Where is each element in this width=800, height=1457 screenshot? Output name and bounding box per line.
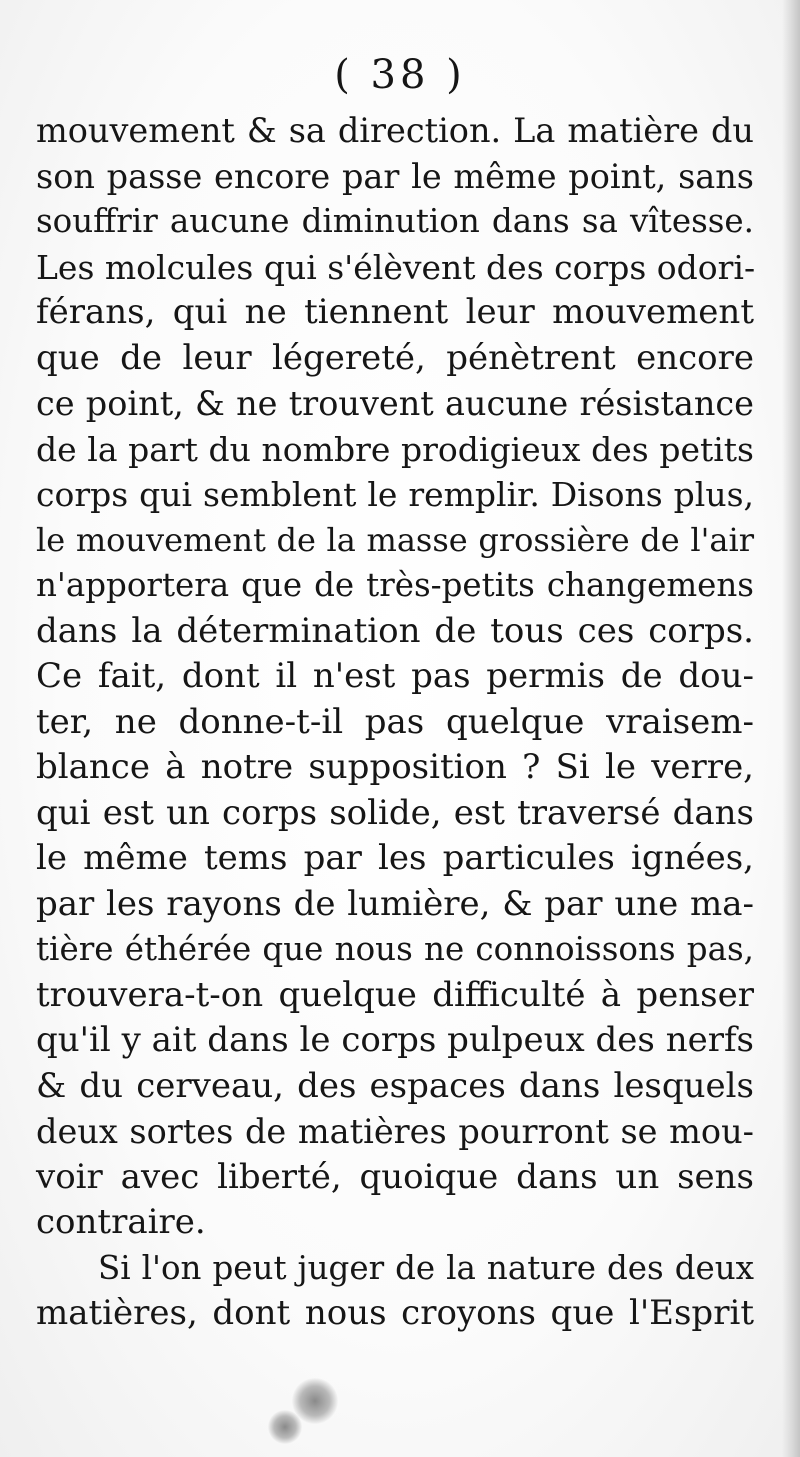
page-number: ( 38 )	[334, 52, 466, 98]
text-line: le même tems par les particules ignées,	[36, 838, 754, 878]
text-line: mouvement & sa direction. La matière du	[36, 111, 754, 150]
text-line: férans, qui ne tiennent leur mouvement	[36, 292, 754, 332]
text-line: ce point, & ne trouvent aucune résistance	[36, 384, 754, 423]
text-line: Ce fait, dont il n'est pas permis de dou-	[36, 656, 754, 696]
text-line: dans la détermination de tous ces corps.	[36, 610, 754, 651]
text-line: qu'il y ait dans le corps pulpeux des nerfs	[36, 1020, 754, 1060]
text-line: ter, ne donne-t-il pas quelque vraisem-	[36, 701, 754, 742]
text-line: trouvera-t-on quelque difficulté à penser	[36, 974, 754, 1015]
text-line: contraire.	[36, 1202, 206, 1242]
text-line: tière éthérée que nous ne connoissons pas,	[36, 930, 754, 968]
body-text	[36, 108, 754, 1337]
text-line: de la part du nombre prodigieux des petits	[36, 429, 754, 469]
text-line: le mouvement de la masse grossière de l'air	[36, 520, 754, 559]
text-line: deux sortes de matières pourront se mou-	[36, 1112, 754, 1151]
text-line: matières, dont nous croyons que l'Esprit	[36, 1293, 754, 1333]
paragraph-2	[36, 1246, 754, 1337]
text-line: voir avec liberté, quoique dans un sens	[36, 1156, 754, 1197]
text-line: corps qui semblent le remplir. Disons plus,	[36, 475, 754, 514]
text-line: par les rayons de lumière, & par une ma-	[36, 883, 754, 924]
text-line: souffrir aucune diminution dans sa vîtesse.	[36, 202, 754, 240]
page-edge-shadow	[782, 0, 800, 1457]
text-line: qui est un corps solide, est traversé dans	[36, 792, 754, 833]
paragraph-1	[36, 108, 754, 1246]
text-line: son passe encore par le même point, sans	[36, 156, 754, 196]
text-line: n'apportera que de très-petits changemens	[36, 566, 754, 604]
text-line: Les molcules qui s'élèvent des corps odori-	[36, 247, 756, 287]
ink-smudge	[268, 1410, 302, 1444]
text-line: que de leur légereté, pénètrent encore	[36, 337, 754, 378]
text-line: & du cerveau, des espaces dans lesquels	[36, 1065, 754, 1106]
text-line: Si l'on peut juger de la nature des deux	[98, 1248, 754, 1287]
text-line: blance à notre supposition ? Si le verre,	[36, 747, 754, 787]
